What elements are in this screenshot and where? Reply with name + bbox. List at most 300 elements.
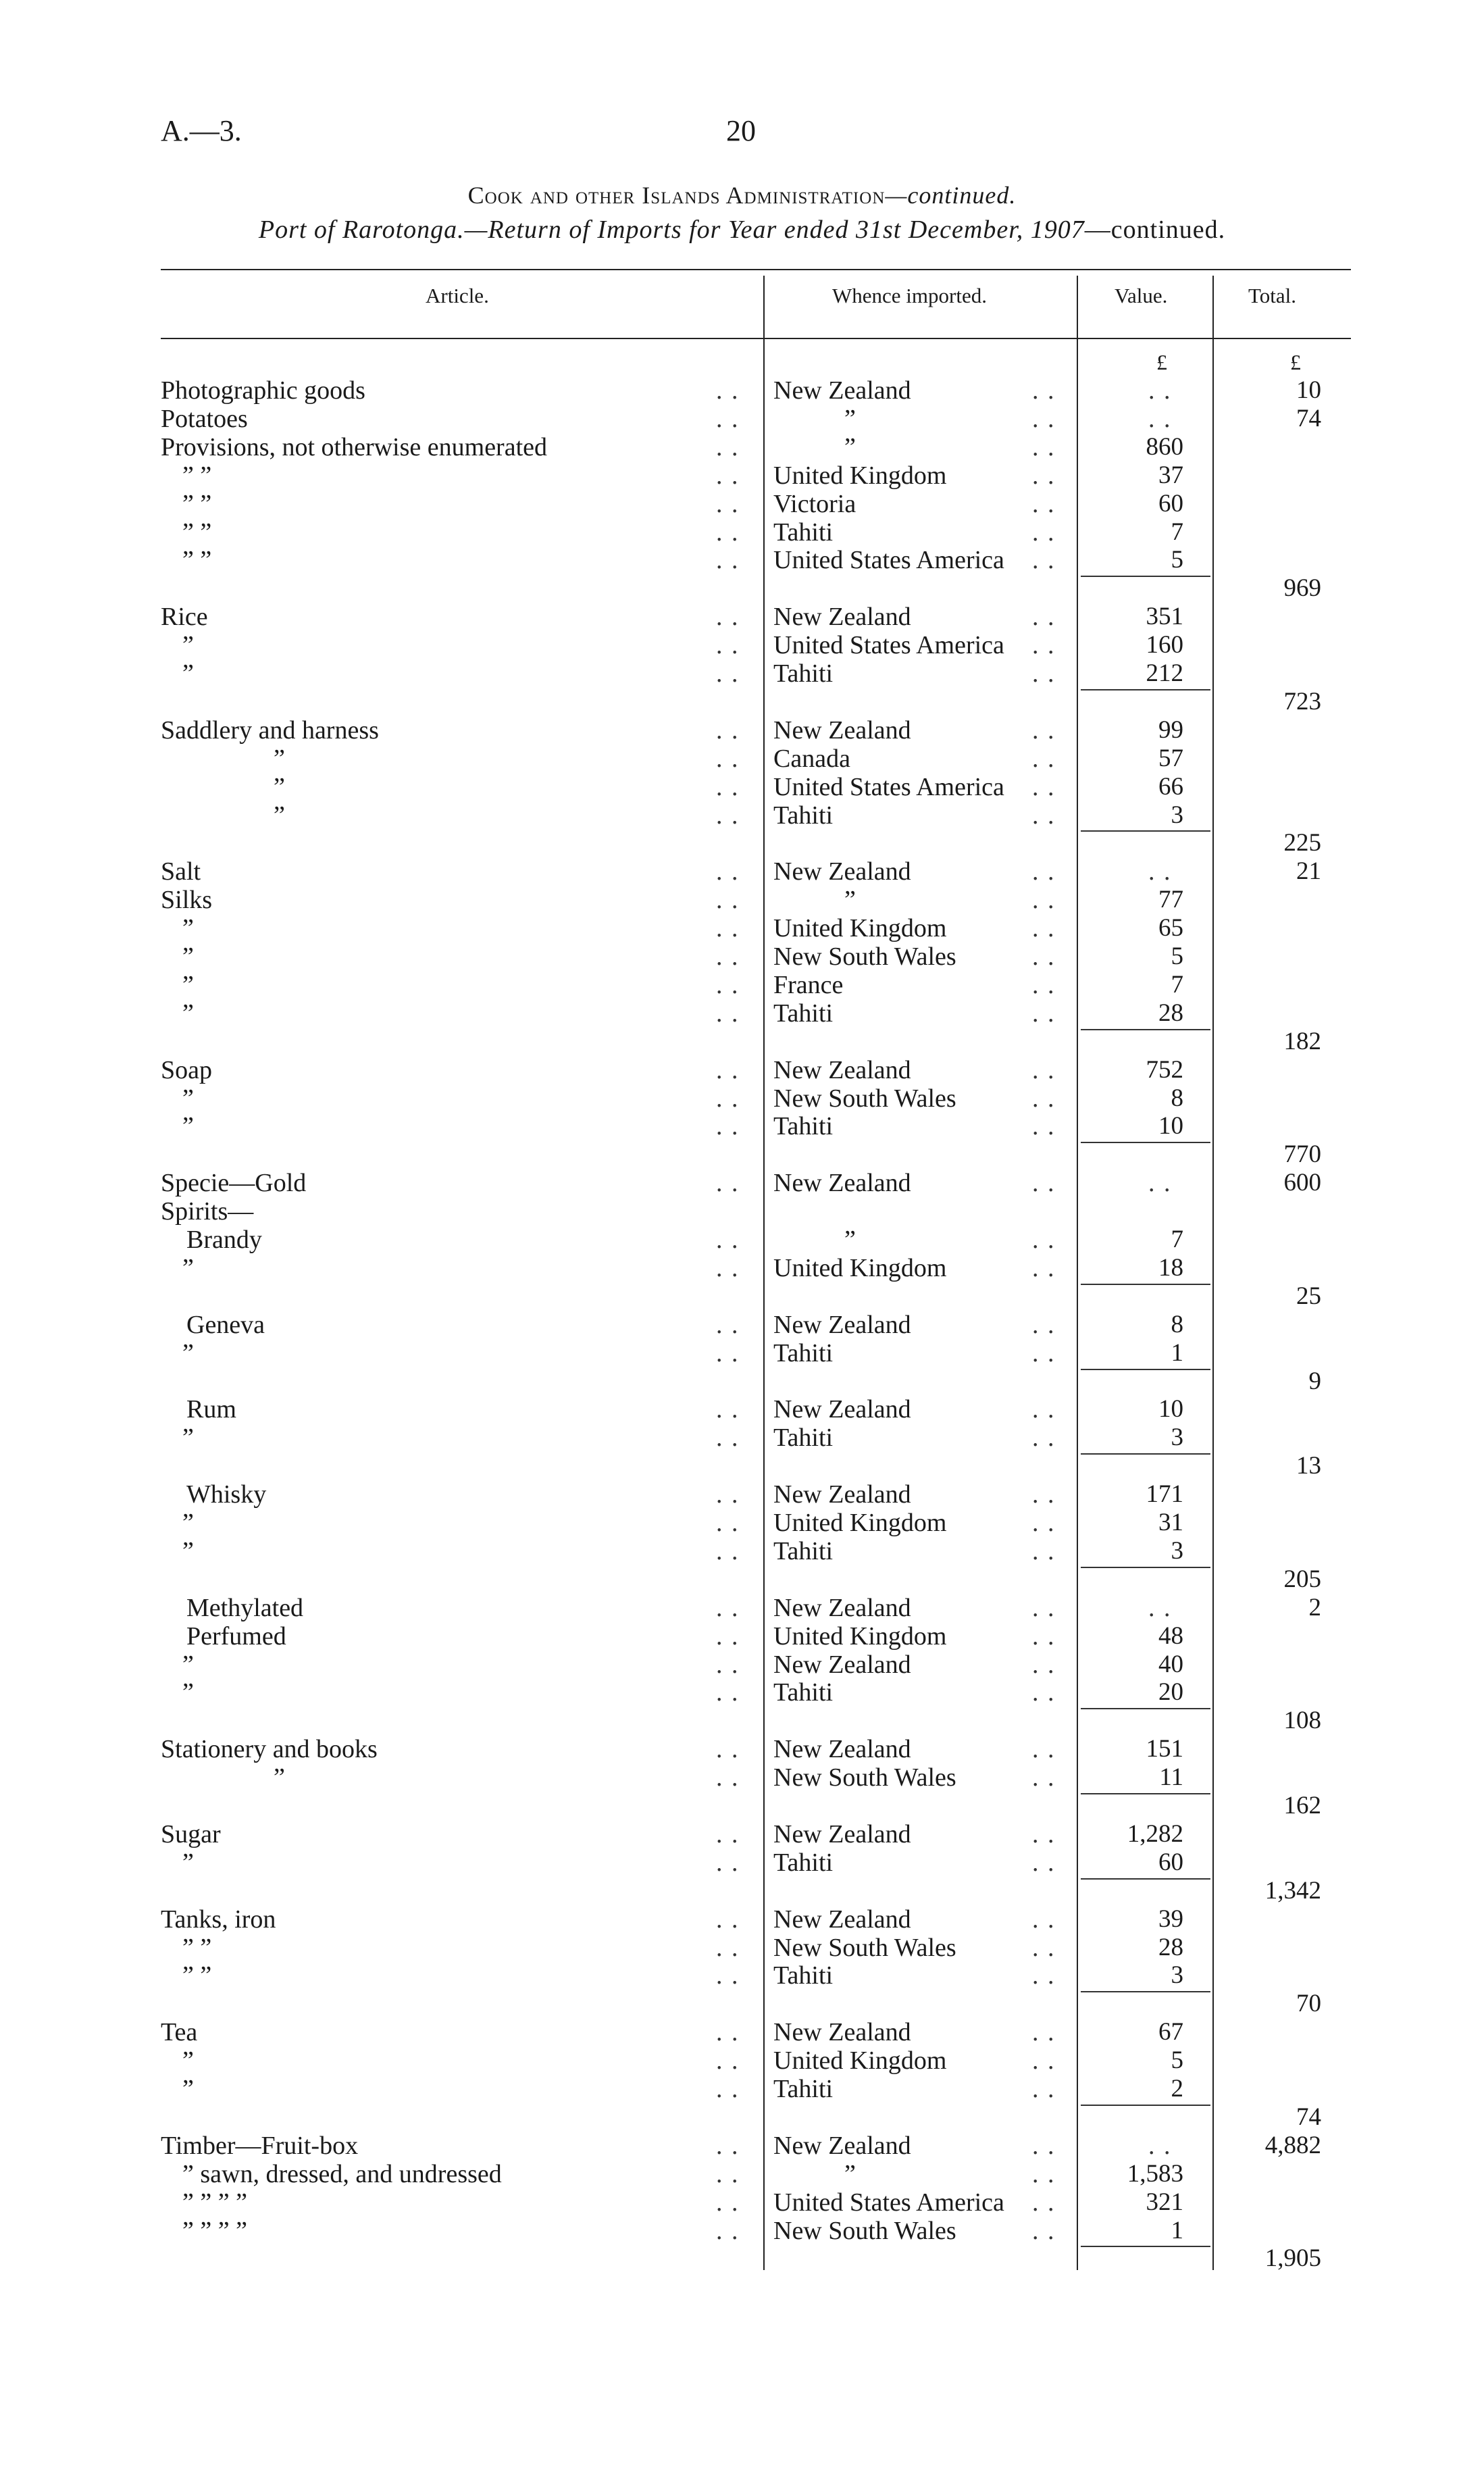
total-cell: 770 [1283, 1140, 1321, 1169]
whence-leader-dots: . . [1032, 1112, 1056, 1141]
value-cell: 5 [1171, 942, 1183, 970]
value-leader-dots: . . [1148, 857, 1172, 886]
subtotal-rule [1081, 1878, 1210, 1880]
value-leader-dots: . . [1148, 1169, 1172, 1198]
article-cell: Saddlery and harness [161, 715, 379, 745]
total-cell: 1,905 [1264, 2244, 1321, 2273]
value-leader-dots: . . [1148, 1593, 1172, 1622]
article-leader-dots: . . [716, 1933, 740, 1962]
article-cell: Soap [161, 1055, 212, 1084]
whence-cell: United Kingdom [773, 1509, 947, 1537]
article-cell: ” [182, 1650, 194, 1679]
value-leader-dots: . . [1148, 376, 1172, 405]
value-cell: 7 [1171, 1226, 1183, 1253]
value-cell: 1,282 [1127, 1819, 1183, 1848]
article-cell: Photographic goods [161, 376, 365, 405]
whence-leader-dots: . . [1032, 801, 1056, 830]
value-cell: 11 [1159, 1763, 1183, 1792]
article-leader-dots: . . [716, 970, 740, 999]
article-cell: ” [274, 744, 285, 773]
whence-cell: New Zealand [773, 603, 911, 632]
value-cell: 3 [1171, 1961, 1183, 1990]
article-leader-dots: . . [716, 518, 740, 547]
whence-leader-dots: . . [1032, 857, 1056, 886]
article-leader-dots: . . [716, 942, 740, 971]
whence-cell: New Zealand [773, 1905, 911, 1934]
whence-leader-dots: . . [1032, 2046, 1056, 2075]
whence-leader-dots: . . [1032, 659, 1056, 688]
total-cell: 108 [1283, 1707, 1321, 1735]
subtotal-rule [1081, 1284, 1210, 1285]
whence-cell: New Zealand [773, 857, 911, 886]
total-cell: 205 [1283, 1565, 1321, 1593]
whence-cell: ” [844, 1226, 856, 1254]
whence-cell: Tahiti [773, 1112, 834, 1141]
document-subtitle [0, 215, 1484, 245]
whence-leader-dots: . . [1032, 2018, 1056, 2047]
value-cell: 8 [1171, 1084, 1183, 1112]
article-leader-dots: . . [716, 801, 740, 830]
article-leader-dots: . . [716, 1819, 740, 1848]
article-leader-dots: . . [716, 1763, 740, 1792]
value-cell: 60 [1158, 1848, 1183, 1876]
subtitle-continued: —continued. [1084, 216, 1226, 244]
article-leader-dots: . . [716, 1509, 740, 1537]
total-cell: 74 [1296, 404, 1321, 432]
whence-leader-dots: . . [1032, 489, 1056, 518]
total-cell: 25 [1296, 1282, 1321, 1310]
article-cell: Tea [161, 2018, 198, 2047]
total-cell: 74 [1296, 2103, 1321, 2131]
article-cell: ” [182, 1084, 194, 1113]
whence-leader-dots: . . [1032, 942, 1056, 971]
article-cell: ” [182, 2075, 194, 2103]
whence-leader-dots: . . [1032, 744, 1056, 773]
document-title [0, 181, 1484, 209]
value-cell: 48 [1158, 1621, 1183, 1650]
whence-cell: United Kingdom [773, 1621, 947, 1651]
total-cell: 9 [1308, 1367, 1321, 1395]
subtotal-rule [1081, 689, 1210, 690]
whence-leader-dots: . . [1032, 461, 1056, 490]
article-leader-dots: . . [716, 1253, 740, 1282]
value-cell: 860 [1146, 432, 1183, 461]
whence-cell: New Zealand [773, 1593, 911, 1622]
article-cell: ” [274, 1763, 285, 1792]
article-leader-dots: . . [716, 2216, 740, 2245]
value-cell: 1 [1171, 1338, 1183, 1367]
whence-leader-dots: . . [1032, 603, 1056, 632]
whence-leader-dots: . . [1032, 2159, 1056, 2188]
subtotal-rule [1081, 1029, 1210, 1030]
article-cell: ” [182, 1424, 194, 1453]
whence-cell: New Zealand [773, 1819, 911, 1848]
whence-leader-dots: . . [1032, 1338, 1056, 1367]
value-cell: 321 [1146, 2188, 1183, 2216]
whence-leader-dots: . . [1032, 1226, 1056, 1254]
article-leader-dots: . . [716, 2075, 740, 2103]
whence-cell: New Zealand [773, 1169, 911, 1198]
whence-cell: Tahiti [773, 1848, 834, 1877]
whence-cell: New Zealand [773, 1055, 911, 1084]
whence-leader-dots: . . [1032, 1961, 1056, 1990]
article-leader-dots: . . [716, 1480, 740, 1509]
value-cell: 2 [1171, 2075, 1183, 2103]
article-cell: Sugar [161, 1819, 221, 1848]
value-cell: 67 [1158, 2018, 1183, 2046]
value-cell: 1 [1171, 2216, 1183, 2244]
whence-leader-dots: . . [1032, 1395, 1056, 1424]
whence-leader-dots: . . [1032, 1480, 1056, 1509]
article-cell: ” [182, 970, 194, 999]
value-cell: 77 [1158, 886, 1183, 914]
article-leader-dots: . . [716, 1848, 740, 1877]
article-cell: Rice [161, 603, 208, 632]
value-cell: 151 [1146, 1735, 1183, 1763]
value-cell: 3 [1171, 1424, 1183, 1452]
value-cell: 3 [1171, 1536, 1183, 1565]
article-leader-dots: . . [716, 489, 740, 518]
article-cell: Salt [161, 857, 201, 886]
total-cell: 969 [1283, 574, 1321, 603]
article-cell: ” [182, 1678, 194, 1707]
article-cell: ” [182, 1253, 194, 1282]
whence-leader-dots: . . [1032, 1055, 1056, 1084]
value-cell: 171 [1146, 1480, 1183, 1509]
value-cell: 212 [1146, 659, 1183, 687]
value-cell: 65 [1158, 914, 1183, 942]
article-cell: ” [274, 772, 285, 801]
article-cell: Silks [161, 886, 213, 915]
whence-cell: Tahiti [773, 1424, 834, 1453]
article-cell: ” ” [182, 518, 212, 547]
value-cell: 10 [1158, 1112, 1183, 1140]
article-leader-dots: . . [716, 461, 740, 490]
subtotal-rule [1081, 2105, 1210, 2106]
whence-cell: ” [844, 432, 856, 461]
total-cell: 162 [1283, 1792, 1321, 1819]
total-cell: 2 [1308, 1593, 1321, 1621]
value-cell: 1,583 [1127, 2159, 1183, 2188]
article-leader-dots: . . [716, 2046, 740, 2075]
article-leader-dots: . . [716, 1905, 740, 1934]
total-cell: 600 [1283, 1169, 1321, 1197]
article-cell: ” [182, 914, 194, 943]
article-leader-dots: . . [716, 744, 740, 773]
total-cell: 182 [1283, 1027, 1321, 1055]
whence-cell: New South Wales [773, 1763, 956, 1792]
whence-leader-dots: . . [1032, 1536, 1056, 1565]
page-ref: A.—3. [161, 114, 242, 147]
whence-cell: United States America [773, 546, 1004, 575]
value-cell: 5 [1171, 546, 1183, 574]
page-number: 20 [726, 114, 756, 147]
article-leader-dots: . . [716, 1735, 740, 1764]
whence-leader-dots: . . [1032, 1933, 1056, 1962]
whence-leader-dots: . . [1032, 1509, 1056, 1537]
article-cell: Provisions, not otherwise enumerated [161, 432, 548, 461]
value-cell: 7 [1171, 518, 1183, 546]
value-cell: 37 [1158, 461, 1183, 489]
article-cell: Spirits— [161, 1197, 254, 1226]
whence-leader-dots: . . [1032, 1593, 1056, 1622]
whence-leader-dots: . . [1032, 999, 1056, 1028]
article-leader-dots: . . [716, 2131, 740, 2160]
value-cell: 10 [1158, 1395, 1183, 1424]
article-leader-dots: . . [716, 2159, 740, 2188]
whence-cell: Tahiti [773, 2075, 834, 2103]
whence-cell: Tahiti [773, 801, 834, 830]
article-leader-dots: . . [716, 603, 740, 632]
subtotal-rule [1081, 2246, 1210, 2247]
column-header-whence: Whence imported. [832, 284, 987, 307]
article-leader-dots: . . [716, 1084, 740, 1113]
whence-leader-dots: . . [1032, 1621, 1056, 1651]
value-cell: 99 [1158, 715, 1183, 744]
article-cell: ” ” [182, 1961, 212, 1990]
whence-leader-dots: . . [1032, 970, 1056, 999]
column-header-total: Total. [1248, 284, 1297, 307]
whence-leader-dots: . . [1032, 1084, 1056, 1113]
article-cell: Timber—Fruit-box [161, 2131, 359, 2160]
article-leader-dots: . . [716, 1621, 740, 1651]
whence-cell: New South Wales [773, 942, 956, 971]
value-cell: 40 [1158, 1650, 1183, 1678]
whence-leader-dots: . . [1032, 914, 1056, 943]
table-header-rule [161, 338, 1351, 339]
article-cell: Tanks, iron [161, 1905, 276, 1934]
article-cell: ” [182, 659, 194, 688]
article-cell: ” [182, 1509, 194, 1537]
whence-cell: Tahiti [773, 518, 834, 547]
value-cell: 5 [1171, 2046, 1183, 2075]
article-leader-dots: . . [716, 914, 740, 943]
value-cell: 31 [1158, 1509, 1183, 1536]
whence-cell: New South Wales [773, 1933, 956, 1962]
article-leader-dots: . . [716, 857, 740, 886]
article-cell: ” ” [182, 461, 212, 490]
subtotal-rule [1081, 1793, 1210, 1794]
article-cell: Brandy [186, 1226, 262, 1254]
article-cell: ” sawn, dressed, and undressed [182, 2159, 502, 2188]
subtotal-rule [1081, 1142, 1210, 1143]
whence-cell: United States America [773, 2188, 1004, 2217]
whence-leader-dots: . . [1032, 1763, 1056, 1792]
subtotal-rule [1081, 1708, 1210, 1709]
article-leader-dots: . . [716, 631, 740, 660]
divider-article-whence [763, 276, 765, 2270]
whence-cell: United States America [773, 631, 1004, 660]
whence-cell: Tahiti [773, 1678, 834, 1707]
article-cell: ” [182, 942, 194, 971]
article-leader-dots: . . [716, 1055, 740, 1084]
column-header-value: Value. [1115, 284, 1168, 307]
article-leader-dots: . . [716, 1310, 740, 1339]
whence-leader-dots: . . [1032, 1253, 1056, 1282]
whence-cell: New Zealand [773, 2018, 911, 2047]
whence-cell: New Zealand [773, 376, 911, 405]
value-cell: 160 [1146, 631, 1183, 659]
value-cell: 57 [1158, 744, 1183, 772]
whence-leader-dots: . . [1032, 886, 1056, 915]
article-leader-dots: . . [716, 1536, 740, 1565]
whence-cell: New Zealand [773, 715, 911, 745]
whence-cell: Victoria [773, 489, 856, 518]
whence-cell: New Zealand [773, 1395, 911, 1424]
whence-leader-dots: . . [1032, 1848, 1056, 1877]
article-cell: ” ” [182, 489, 212, 518]
subtotal-rule [1081, 576, 1210, 577]
article-leader-dots: . . [716, 715, 740, 745]
value-cell: 60 [1158, 489, 1183, 518]
subtotal-rule [1081, 1369, 1210, 1370]
article-leader-dots: . . [716, 1395, 740, 1424]
whence-cell: United Kingdom [773, 461, 947, 490]
whence-cell: United Kingdom [773, 914, 947, 943]
value-cell: 7 [1171, 970, 1183, 999]
whence-cell: Tahiti [773, 1961, 834, 1990]
total-cell: 10 [1296, 376, 1321, 404]
article-cell: ” [274, 801, 285, 830]
title-continued: —continued. [885, 182, 1017, 209]
article-leader-dots: . . [716, 2018, 740, 2047]
whence-leader-dots: . . [1032, 631, 1056, 660]
article-cell: Stationery and books [161, 1735, 378, 1764]
whence-leader-dots: . . [1032, 1424, 1056, 1453]
whence-leader-dots: . . [1032, 1735, 1056, 1764]
article-cell: ” [182, 1848, 194, 1877]
article-cell: Geneva [186, 1310, 265, 1339]
whence-cell: New Zealand [773, 1480, 911, 1509]
whence-cell: New Zealand [773, 1310, 911, 1339]
article-leader-dots: . . [716, 1961, 740, 1990]
whence-leader-dots: . . [1032, 404, 1056, 433]
total-cell: 1,342 [1264, 1876, 1321, 1905]
article-leader-dots: . . [716, 376, 740, 405]
whence-cell: Canada [773, 744, 850, 773]
article-cell: ” [182, 1536, 194, 1565]
value-leader-dots: . . [1148, 404, 1172, 433]
whence-cell: New Zealand [773, 2131, 911, 2160]
article-cell: Perfumed [186, 1621, 286, 1651]
article-cell: Potatoes [161, 404, 248, 433]
whence-leader-dots: . . [1032, 1310, 1056, 1339]
article-cell: ” [182, 1338, 194, 1367]
value-cell: 8 [1171, 1310, 1183, 1338]
total-cell: 13 [1296, 1452, 1321, 1480]
whence-cell: ” [844, 404, 856, 433]
whence-cell: France [773, 970, 844, 999]
column-header-article: Article. [426, 284, 489, 307]
total-currency-symbol: £ [1290, 350, 1301, 374]
article-leader-dots: . . [716, 1424, 740, 1453]
whence-leader-dots: . . [1032, 2216, 1056, 2245]
table-top-rule [161, 269, 1351, 270]
whence-leader-dots: . . [1032, 2131, 1056, 2160]
whence-leader-dots: . . [1032, 2075, 1056, 2103]
subtotal-rule [1081, 1991, 1210, 1992]
whence-leader-dots: . . [1032, 546, 1056, 575]
whence-leader-dots: . . [1032, 1650, 1056, 1679]
whence-leader-dots: . . [1032, 1678, 1056, 1707]
value-cell: 3 [1171, 801, 1183, 829]
article-leader-dots: . . [716, 1650, 740, 1679]
whence-cell: New Zealand [773, 1650, 911, 1679]
whence-cell: New South Wales [773, 1084, 956, 1113]
article-cell: ” ” [182, 1933, 212, 1962]
whence-leader-dots: . . [1032, 432, 1056, 461]
value-cell: 20 [1158, 1678, 1183, 1707]
whence-cell: Tahiti [773, 1338, 834, 1367]
article-cell: Methylated [186, 1593, 304, 1622]
article-cell: ” [182, 2046, 194, 2075]
article-leader-dots: . . [716, 1169, 740, 1198]
subtotal-rule [1081, 1453, 1210, 1455]
value-cell: 18 [1158, 1253, 1183, 1282]
whence-leader-dots: . . [1032, 772, 1056, 801]
value-leader-dots: . . [1148, 2131, 1172, 2160]
total-cell: 21 [1296, 857, 1321, 886]
value-currency-symbol: £ [1156, 350, 1167, 374]
whence-cell: Tahiti [773, 659, 834, 688]
article-leader-dots: . . [716, 1112, 740, 1141]
whence-cell: United Kingdom [773, 1253, 947, 1282]
whence-cell: Tahiti [773, 1536, 834, 1565]
article-leader-dots: . . [716, 1338, 740, 1367]
article-leader-dots: . . [716, 1593, 740, 1622]
title-main: Cook and other Islands Administration [467, 182, 886, 209]
value-cell: 28 [1158, 999, 1183, 1027]
value-cell: 39 [1158, 1905, 1183, 1933]
article-leader-dots: . . [716, 1678, 740, 1707]
subtotal-rule [1081, 830, 1210, 832]
value-cell: 66 [1158, 772, 1183, 801]
whence-cell: New Zealand [773, 1735, 911, 1764]
total-cell: 4,882 [1264, 2131, 1321, 2159]
whence-cell: New South Wales [773, 2216, 956, 2245]
article-leader-dots: . . [716, 886, 740, 915]
article-leader-dots: . . [716, 432, 740, 461]
article-cell: ” ” [182, 546, 212, 575]
value-cell: 752 [1146, 1055, 1183, 1084]
value-cell: 28 [1158, 1933, 1183, 1961]
whence-leader-dots: . . [1032, 715, 1056, 745]
article-cell: ” ” ” ” [182, 2216, 247, 2245]
article-cell: ” [182, 631, 194, 660]
whence-cell: ” [844, 886, 856, 915]
whence-leader-dots: . . [1032, 1905, 1056, 1934]
article-cell: ” [182, 1112, 194, 1141]
article-cell: Whisky [186, 1480, 267, 1509]
whence-cell: ” [844, 2159, 856, 2188]
article-leader-dots: . . [716, 772, 740, 801]
total-cell: 723 [1283, 687, 1321, 715]
whence-cell: Tahiti [773, 999, 834, 1028]
article-cell: Specie—Gold [161, 1169, 307, 1198]
article-leader-dots: . . [716, 2188, 740, 2217]
total-cell: 70 [1296, 1990, 1321, 2018]
article-cell: Rum [186, 1395, 236, 1424]
article-cell: ” [182, 999, 194, 1028]
subtitle-main: Port of Rarotonga.—Return of Imports for Year ended 31st December, 1907 [258, 216, 1085, 244]
whence-leader-dots: . . [1032, 2188, 1056, 2217]
whence-leader-dots: . . [1032, 1819, 1056, 1848]
total-cell: 225 [1283, 829, 1321, 857]
whence-leader-dots: . . [1032, 376, 1056, 405]
article-leader-dots: . . [716, 404, 740, 433]
article-leader-dots: . . [716, 659, 740, 688]
whence-leader-dots: . . [1032, 518, 1056, 547]
